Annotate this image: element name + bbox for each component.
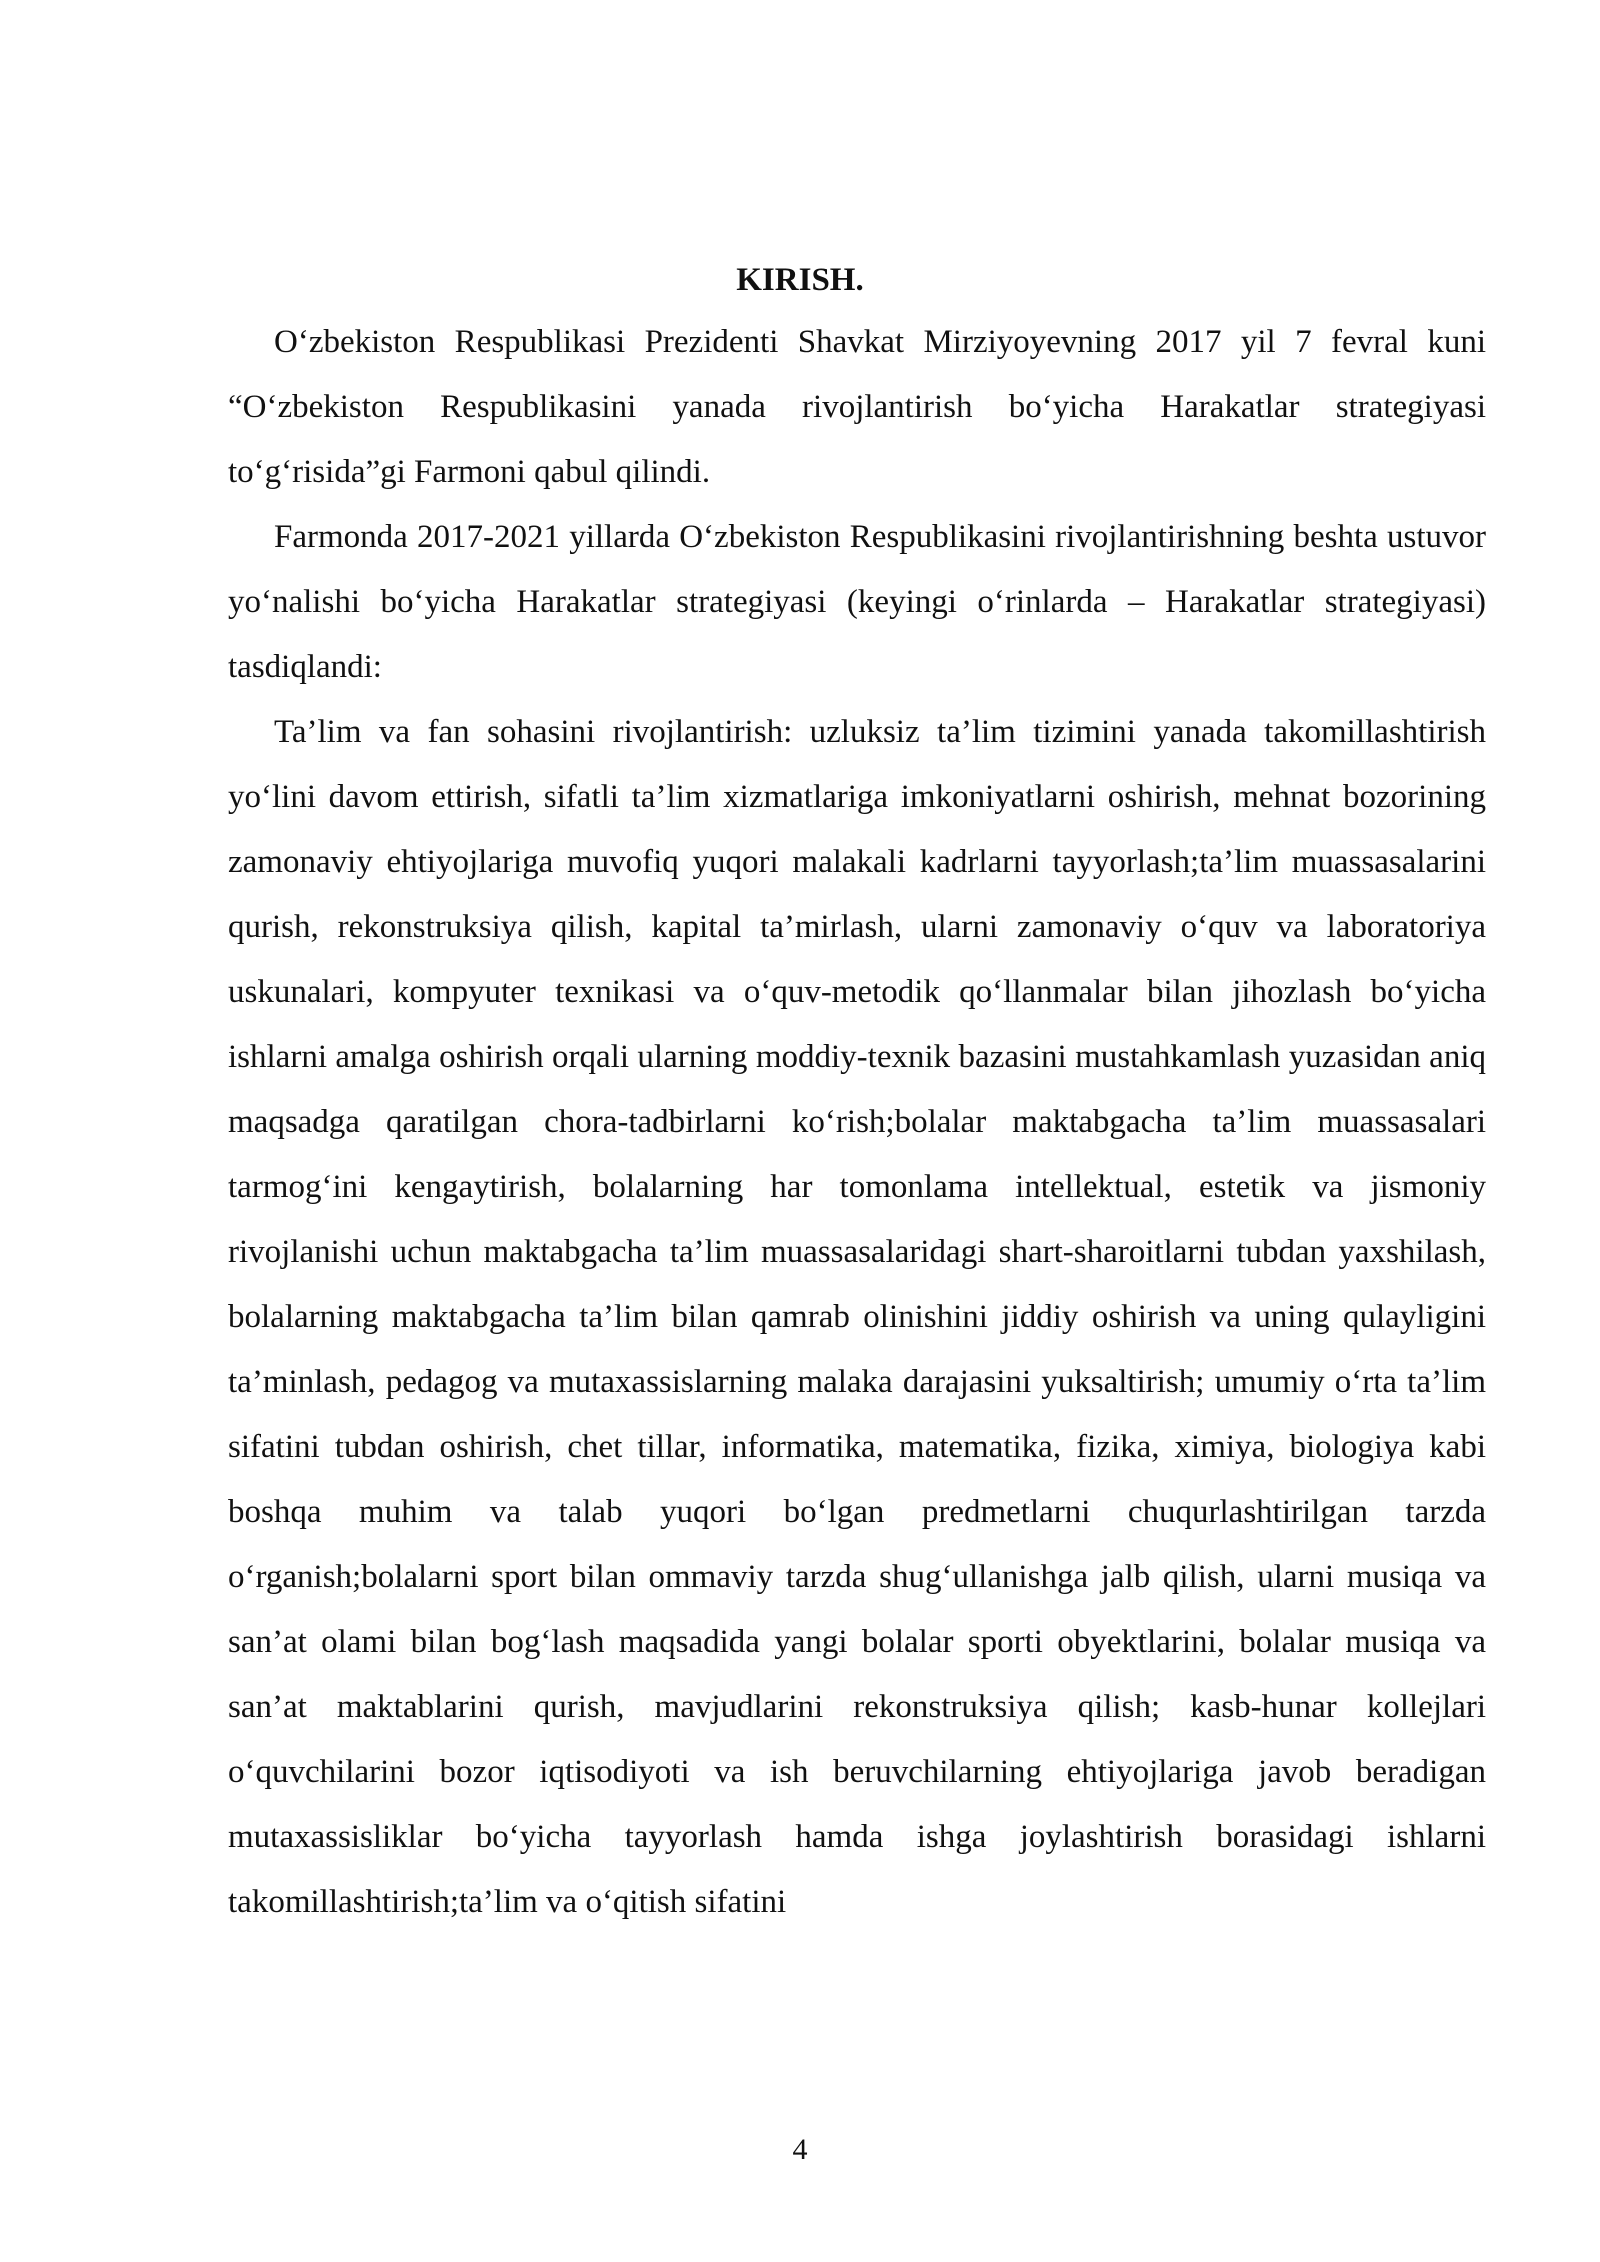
body-text: [228, 310, 1486, 1935]
page-number: 4: [792, 2133, 808, 2166]
section-title: KIRISH.: [736, 262, 864, 298]
paragraph-2: Farmonda 2017-2021 yillarda O‘zbekiston Respublikasini rivojlantirishning beshta ustuvor yo‘nalishi bo‘yicha Harakatlar strategiyasi (keyingi o‘rinlarda – Harakatlar strategiyasi) tasdiqlandi:: [228, 519, 1486, 685]
paragraph-3: Ta’lim va fan sohasini rivojlantirish: uzluksiz ta’lim tizimini yanada takomillashtirish yo‘lini davom ettirish, sifatli ta’lim xizmatlariga imkoniyatlarni oshirish, mehnat bozorining zamonaviy ehtiyojlariga muvofiq yuqori malakali kadrlarni tayyorlash;ta’lim muassasalarini qurish, rekonstruksiya qilish, kapital ta’mirlash, ularni zamonaviy o‘quv va laboratoriya uskunalari, kompyuter texnikasi va o‘quv-metodik qo‘llanmalar bilan jihozlash bo‘yicha ishlarni amalga oshirish orqali ularning moddiy-texnik bazasini mustahkamlash yuzasidan aniq maqsadga qaratilgan chora-tadbirlarni ko‘rish;bolalar maktabgacha ta’lim muassasalari tarmog‘ini kengaytirish, bolalarning har tomonlama intellektual, estetik va jismoniy rivojlanishi uchun maktabgacha ta’lim muassasalaridagi shart-sharoitlarni tubdan yaxshilash, bolalarning maktabgacha ta’lim bilan qamrab olinishini jiddiy oshirish va uning qulayligini ta’minlash, pedagog va mutaxassislarning malaka darajasini yuksaltirish; umumiy o‘rta ta’lim sifatini tubdan oshirish, chet tillar, informatika, matematika, fizika, ximiya, biologiya kabi boshqa muhim va talab yuqori bo‘lgan predmetlarni chuqurlashtirilgan tarzda o‘rganish;bolalarni sport bilan ommaviy tarzda shug‘ullanishga jalb qilish, ularni musiqa va san’at olami bilan bog‘lash maqsadida yangi bolalar sporti obyektlarini, bolalar musiqa va san’at maktablarini qurish, mavjudlarini rekonstruksiya qilish; kasb-hunar kollejlari o‘quvchilarini bozor iqtisodiyoti va ish beruvchilarning ehtiyojlariga javob beradigan mutaxassisliklar bo‘yicha tayyorlash hamda ishga joylashtirish borasidagi ishlarni takomillashtirish;ta’lim va o‘qitish sifatini: [228, 714, 1486, 1920]
paragraph-1: O‘zbekiston Respublikasi Prezidenti Shavkat Mirziyoyevning 2017 yil 7 fevral kuni “O‘zbekiston Respublikasini yanada rivojlantirish bo‘yicha Harakatlar strategiyasi to‘g‘risida”gi Farmoni qabul qilindi.: [228, 324, 1486, 490]
